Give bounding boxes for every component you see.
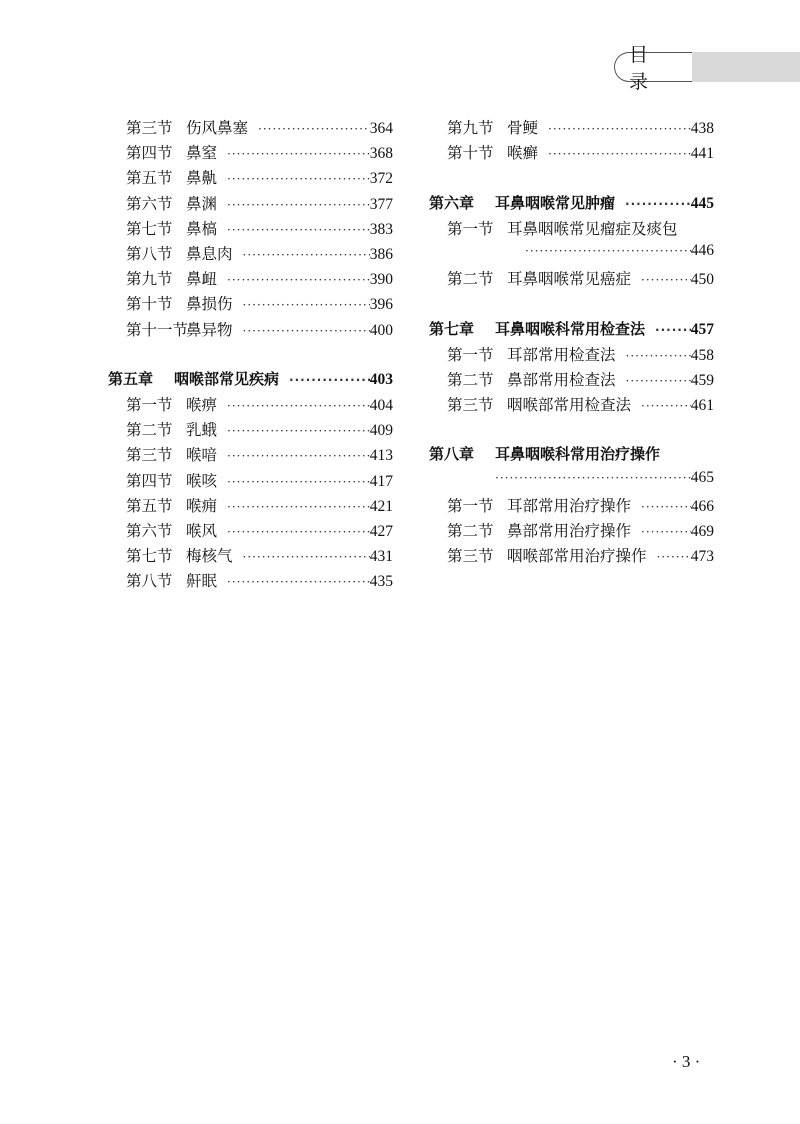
section-number: 第三节 [447, 547, 494, 566]
section-title: 喉痈 [186, 496, 218, 515]
leader-dots [657, 550, 691, 564]
page-ref: 469 [690, 523, 714, 540]
section-title: 耳鼻咽喉常见癌症 [507, 270, 632, 289]
toc-section-entry[interactable] [429, 393, 714, 418]
page-ref: 431 [369, 548, 393, 566]
section-header-title: 目 录 [629, 44, 663, 93]
toc-section-entry[interactable] [108, 393, 393, 418]
leader-dots [227, 399, 370, 413]
toc-chapter-entry[interactable] [429, 192, 714, 217]
chapter-number: 第七章 [429, 319, 475, 338]
section-number: 第十节 [126, 295, 173, 314]
section-title: 鼻部常用检查法 [507, 370, 616, 389]
section-number: 第一节 [447, 219, 494, 238]
toc-section-entry[interactable] [108, 469, 393, 494]
page-ref: 386 [369, 245, 393, 263]
section-title: 鼻渊 [186, 194, 218, 213]
section-title: 鼻部常用治疗操作 [507, 522, 632, 540]
leader-dots [227, 273, 370, 287]
section-number: 第二节 [126, 421, 173, 440]
section-title: 鼻损伤 [186, 295, 233, 314]
chapter-number: 第六章 [429, 193, 475, 212]
section-number: 第一节 [447, 496, 494, 515]
leader-dots [227, 575, 370, 589]
section-number: 第六节 [126, 194, 173, 213]
page-ref: 435 [369, 573, 393, 591]
toc-section-entry[interactable] [108, 443, 393, 468]
page-ref: 400 [369, 321, 393, 339]
toc-spacer [429, 418, 714, 443]
page-ref: 377 [369, 195, 393, 213]
toc-section-entry[interactable] [108, 141, 393, 166]
section-number: 第五节 [126, 169, 173, 188]
toc-section-entry[interactable] [108, 267, 393, 292]
section-title: 喉喑 [186, 446, 218, 465]
header-bar [692, 52, 800, 82]
page-ref: 459 [690, 371, 714, 389]
leader-dots [655, 323, 691, 337]
section-number: 第十节 [447, 144, 494, 163]
leader-dots [258, 122, 370, 136]
page-ref: 383 [369, 220, 393, 238]
page-ref: 372 [369, 170, 393, 188]
leader-dots [243, 550, 370, 564]
toc-entry-continuation[interactable] [429, 242, 714, 267]
leader-dots [641, 273, 691, 287]
page-ref: 450 [690, 271, 714, 289]
leader-dots [625, 197, 691, 211]
leader-dots [227, 147, 370, 161]
toc-section-entry[interactable] [429, 217, 714, 242]
toc-section-entry[interactable] [108, 569, 393, 594]
toc-section-entry[interactable] [108, 116, 393, 141]
page-ref: 413 [369, 447, 393, 465]
toc-section-entry[interactable] [429, 116, 714, 141]
leader-dots [641, 500, 691, 514]
toc-section-entry[interactable] [108, 292, 393, 317]
section-number: 第七节 [126, 219, 173, 238]
section-title: 耳部常用检查法 [507, 345, 616, 364]
section-number: 第三节 [447, 396, 494, 415]
section-title: 鼻衄 [186, 270, 218, 289]
leader-dots [227, 198, 370, 212]
leader-dots [495, 471, 691, 485]
page-ref: 465 [690, 468, 714, 486]
toc-section-entry[interactable] [108, 494, 393, 519]
toc-spacer [429, 166, 714, 191]
section-number: 第八节 [126, 572, 173, 591]
section-number: 第一节 [126, 396, 173, 415]
leader-dots [243, 324, 370, 338]
section-title: 鼾眠 [186, 572, 218, 591]
section-title: 咽喉部常用治疗操作 [507, 547, 647, 566]
leader-dots [641, 525, 691, 539]
section-title: 耳鼻咽喉常见瘤症及痰包 [507, 219, 678, 238]
leader-dots [525, 244, 691, 258]
leader-dots [641, 399, 691, 413]
chapter-number: 第八章 [429, 445, 475, 464]
section-title: 喉风 [186, 522, 218, 540]
page-ref: 368 [369, 145, 393, 163]
page-ref: 404 [369, 397, 393, 415]
leader-dots [626, 349, 691, 363]
leader-dots [227, 424, 370, 438]
toc-section-entry[interactable] [108, 166, 393, 191]
leader-dots [227, 500, 370, 514]
leader-dots [227, 449, 370, 463]
section-number: 第七节 [126, 547, 173, 566]
page-ref: 421 [369, 497, 393, 515]
page-ref: 417 [369, 472, 393, 490]
toc-section-entry[interactable] [429, 368, 714, 393]
page-ref: 403 [369, 370, 393, 388]
leader-dots [227, 525, 370, 539]
section-title: 鼻槁 [186, 219, 218, 238]
section-title: 咽喉部常用检查法 [507, 396, 632, 415]
leader-dots [227, 172, 370, 186]
section-number: 第四节 [126, 471, 173, 490]
section-number: 第三节 [126, 119, 173, 137]
toc-section-entry[interactable] [108, 418, 393, 443]
page-ref: 473 [690, 548, 714, 566]
page-number: · 3 · [672, 1052, 701, 1071]
section-title: 伤风鼻塞 [186, 119, 249, 137]
page-ref: 446 [690, 241, 714, 259]
section-header-tab [614, 44, 694, 93]
toc-right-column [429, 116, 714, 569]
chapter-number: 第五章 [108, 369, 154, 388]
leader-dots [243, 248, 370, 262]
leader-dots [548, 147, 691, 161]
toc-left-column [108, 116, 393, 595]
toc-section-entry[interactable] [108, 318, 393, 343]
section-number: 第十一节 [126, 320, 189, 339]
section-number: 第八节 [126, 244, 173, 263]
page-ref: 390 [369, 271, 393, 289]
toc-section-entry[interactable] [108, 544, 393, 569]
page-ref: 458 [690, 346, 714, 364]
toc-entry-continuation[interactable] [429, 469, 714, 494]
section-title: 骨鲠 [507, 119, 539, 137]
leader-dots [289, 373, 370, 387]
toc-chapter-entry[interactable] [429, 318, 714, 343]
chapter-title: 耳鼻咽喉常见肿瘤 [495, 193, 616, 212]
page-ref: 441 [690, 145, 714, 163]
section-title: 喉癣 [507, 144, 539, 163]
toc-section-entry[interactable] [108, 242, 393, 267]
toc-section-entry[interactable] [108, 519, 393, 544]
toc-chapter-entry[interactable] [108, 368, 393, 393]
section-number: 第九节 [126, 270, 173, 289]
section-number: 第二节 [447, 522, 494, 540]
page-ref: 409 [369, 422, 393, 440]
page-ref: 457 [690, 320, 714, 338]
toc-spacer [429, 292, 714, 317]
toc-section-entry[interactable] [108, 217, 393, 242]
page-ref: 445 [690, 194, 714, 212]
page-ref: 396 [369, 296, 393, 314]
section-title: 鼻息肉 [186, 244, 233, 263]
toc-section-entry[interactable] [429, 544, 714, 569]
toc-section-entry[interactable] [429, 519, 714, 544]
leader-dots [243, 298, 370, 312]
toc-section-entry[interactable] [429, 494, 714, 519]
section-title: 喉痹 [186, 396, 218, 415]
section-number: 第二节 [447, 370, 494, 389]
toc-section-entry[interactable] [108, 192, 393, 217]
section-title: 耳部常用治疗操作 [507, 496, 632, 515]
chapter-title: 咽喉部常见疾病 [174, 369, 280, 388]
chapter-title: 耳鼻咽喉科常用治疗操作 [495, 445, 661, 464]
section-title: 鼻窒 [186, 144, 218, 163]
page-ref: 461 [690, 397, 714, 415]
toc-section-entry[interactable] [429, 141, 714, 166]
page-ref: 364 [369, 120, 393, 137]
section-number: 第六节 [126, 522, 173, 540]
section-number: 第九节 [447, 119, 494, 137]
section-number: 第四节 [126, 144, 173, 163]
leader-dots [626, 374, 691, 388]
toc-section-entry[interactable] [429, 343, 714, 368]
section-title: 梅核气 [186, 547, 233, 566]
page-ref: 427 [369, 523, 393, 540]
page-ref: 466 [690, 497, 714, 515]
section-title: 乳蛾 [186, 421, 218, 440]
section-title: 鼻鼽 [186, 169, 218, 188]
leader-dots [227, 475, 370, 489]
toc-chapter-entry[interactable] [429, 443, 714, 468]
leader-dots [548, 122, 691, 136]
toc-section-entry[interactable] [429, 267, 714, 292]
page-ref: 438 [690, 120, 714, 137]
toc-spacer [108, 343, 393, 368]
section-number: 第二节 [447, 270, 494, 289]
section-number: 第五节 [126, 496, 173, 515]
section-number: 第三节 [126, 446, 173, 465]
chapter-title: 耳鼻咽喉科常用检查法 [495, 319, 646, 338]
section-title: 喉咳 [186, 471, 218, 490]
section-number: 第一节 [447, 345, 494, 364]
section-title: 鼻异物 [186, 320, 233, 339]
leader-dots [227, 223, 370, 237]
